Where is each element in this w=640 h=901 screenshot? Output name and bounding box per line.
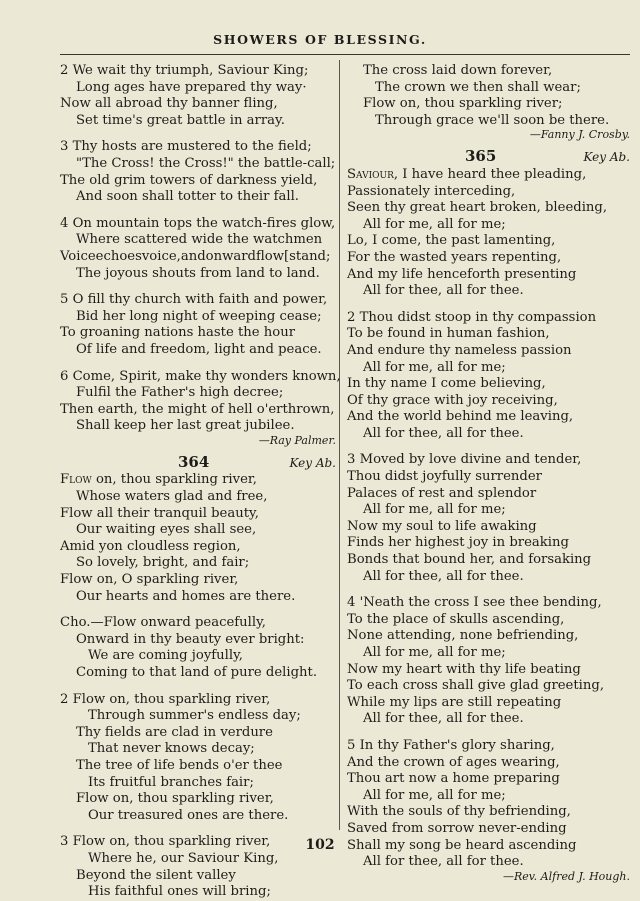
verse-line: Now my soul to life awaking [347,518,537,534]
verse-line: And endure thy nameless passion [347,342,572,358]
verse-line: 2 Thou didst stoop in thy compassion [347,309,597,325]
verse-line: All for thee, all for thee. [363,425,524,441]
verse-line: To groaning nations haste the hour [60,325,295,341]
verse-line: The old grim towers of darkness yield, [60,172,318,188]
page-header: SHOWERS OF BLESSING. [213,32,427,47]
page-number: 102 [305,837,335,853]
verse-line: All for me, all for me; [363,502,506,518]
verse-line: Where he, our Saviour King, [88,850,279,866]
verse-line: Finds her highest joy in breaking [347,535,569,551]
verse-line: Then earth, the might of hell o'erthrown, [60,401,335,417]
verse-line: 3 Thy hosts are mustered to the field; [60,139,312,155]
first-word: Flow [60,472,92,488]
verse-line: In thy name I come believing, [347,376,546,392]
verse-line: So lovely, bright, and fair; [76,555,250,571]
verse-line: Coming to that land of pure delight. [76,665,318,680]
verse-line: Lo, I come, the past lamenting, [347,233,556,249]
verse-line: Thy fields are clad in verdure [76,724,273,740]
verse-line: To the place of skulls ascending, [347,611,565,627]
verse-line: Our waiting eyes shall see, [76,522,257,538]
verse-line: Palaces of rest and splendor [347,485,537,501]
verse-line: Where scattered wide the watchmen [76,232,323,248]
verse-line: All for thee, all for thee. [363,854,524,870]
verse-line: Amid yon cloudless region, [60,538,241,554]
verse-line: Flow on, O sparkling river, [60,572,239,588]
prev-hymn-stanza-6 [60,368,341,435]
hymn-key: Key Ab. [583,150,630,165]
hymn-key: Key Ab. [289,455,336,470]
verse-line: Passionately interceding, [347,183,516,199]
hymn-365-stanza-2 [347,310,630,443]
verse-line: Voiceechoesvoice,andonwardflow[stand; [60,248,331,264]
verse-line: Flow on, thou sparkling river, [76,791,274,807]
verse-line: 2 Flow on, thou sparkling river, [60,691,271,707]
hymn-364-heading [60,454,336,472]
verse-line: Saved from sorrow never-ending [347,820,567,836]
verse-line: Shall my song be heard ascending [347,837,577,853]
verse-line: Now all abroad thy banner fling, [60,96,278,112]
verse-line: 2 We wait thy triumph, Saviour King; [60,63,309,78]
hymn-365-heading [347,148,630,166]
hymn-365-stanza-4 [347,595,630,728]
hymn-attribution: —Fanny J. Crosby. [529,128,630,142]
verse-line: To be found in human fashion, [347,326,550,342]
verse-line: Of thy grace with joy receiving, [347,392,558,408]
verse-line: Shall keep her last great jubilee. [76,418,295,434]
verse-line: Bonds that bound her, and forsaking [347,552,592,568]
hymn-number: 364 [178,452,210,471]
right-column [347,63,630,890]
prev-hymn-stanza-3 [60,139,336,205]
verse-line: All for me, all for me; [363,216,506,232]
verse-line: 6 Come, Spirit, make thy wonders known, [60,368,341,384]
hymn-364-stanza-3-cont [347,63,630,129]
verse-line: That never knows decay; [88,741,255,757]
verse-line: To each cross shall give glad greeting, [347,678,605,694]
hymn-number: 365 [465,147,497,166]
verse-line: For the wasted years repenting, [347,249,562,265]
verse-line: 5 O fill thy church with faith and power, [60,292,328,308]
verse-line: Set time's great battle in array. [76,112,285,128]
verse-line: The cross laid down forever, [363,63,553,78]
prev-hymn-stanza-5 [60,292,336,358]
verse-line: Its fruitful branches fair; [88,774,254,790]
verse-line: Now my heart with thy life beating [347,661,581,677]
hymn-attribution: —Ray Palmer. [258,433,336,447]
verse-line: Through summer's endless day; [88,708,301,724]
verse-line: Thou art now a home preparing [347,771,560,787]
left-column [60,63,341,901]
verse-line: With the souls of thy befriending, [347,804,571,820]
hymn-364-chorus [60,615,336,681]
verse-line: Thou didst joyfully surrender [347,469,542,485]
verse-line: All for me, all for me; [363,645,506,660]
verse-line: All for thee, all for thee. [363,711,524,727]
verse-line: Onward in thy beauty ever bright: [76,631,305,647]
verse-line: And my life henceforth presenting [347,266,577,282]
verse-line: Of life and freedom, light and peace. [76,341,322,357]
verse-line: Flow all their tranquil beauty, [60,505,259,521]
verse-line: Flow on, thou sparkling river; [363,96,563,112]
verse-line: The crown we then shall wear; [375,79,581,95]
verse-line: While my lips are still repeating [347,694,562,710]
verse-line: And the crown of ages wearing, [347,754,560,770]
first-word: Saviour [347,166,394,182]
verse-line: All for me, all for me; [363,787,506,803]
verse-line: All for thee, all for thee. [363,568,524,584]
verse-line: Our hearts and homes are there. [76,588,296,604]
verse-line: And soon shall totter to their fall. [76,189,299,205]
verse-line: "The Cross! the Cross!" the battle-call; [76,155,336,171]
header-rule [60,54,630,55]
verse-line: His faithful ones will bring; [88,884,271,900]
verse-line: Through grace we'll soon be there. [375,112,610,128]
hymn-365-stanza-1 [347,167,630,300]
verse-line: Fulfil the Father's high decree; [76,385,284,401]
verse-line: Saviour, I have heard thee pleading, [347,166,587,182]
hymn-364-stanza-2 [60,692,336,825]
verse-line: We are coming joyfully, [88,648,243,664]
verse-line: None attending, none befriending, [347,628,579,644]
verse-line: 5 In thy Father's glory sharing, [347,737,555,753]
verse-line: Our treasured ones are there. [88,807,289,823]
verse-line: 4 On mountain tops the watch-fires glow, [60,215,336,231]
verse-line: Long ages have prepared thy way· [76,79,307,95]
hymn-364-stanza-1 [60,472,336,605]
column-divider [339,60,340,830]
verse-line: 3 Moved by love divine and tender, [347,452,582,468]
verse-line: 4 'Neath the cross I see thee bending, [347,595,602,611]
verse-line: All for me, all for me; [363,359,506,375]
hymn-attribution: —Rev. Alfred J. Hough. [502,869,630,883]
verse-line: 3 Flow on, thou sparkling river, [60,834,271,850]
verse-line: Bid her long night of weeping cease; [76,308,322,324]
verse-line: The tree of life bends o'er thee [76,757,283,773]
verse-line: And the world behind me leaving, [347,409,574,425]
verse-line: Beyond the silent valley [76,867,236,883]
verse-line: Whose waters glad and free, [76,489,268,505]
prev-hymn-stanza-2 [60,63,336,129]
verse-line: All for thee, all for thee. [363,283,524,299]
verse-line: Flow on, thou sparkling river, [60,472,257,488]
verse-line: Cho.—Flow onward peacefully, [60,615,266,631]
verse-line: The joyous shouts from land to land. [76,265,320,281]
prev-hymn-stanza-4 [60,216,336,282]
verse-line: Seen thy great heart broken, bleeding, [347,200,608,216]
hymn-365-stanza-3 [347,452,630,585]
